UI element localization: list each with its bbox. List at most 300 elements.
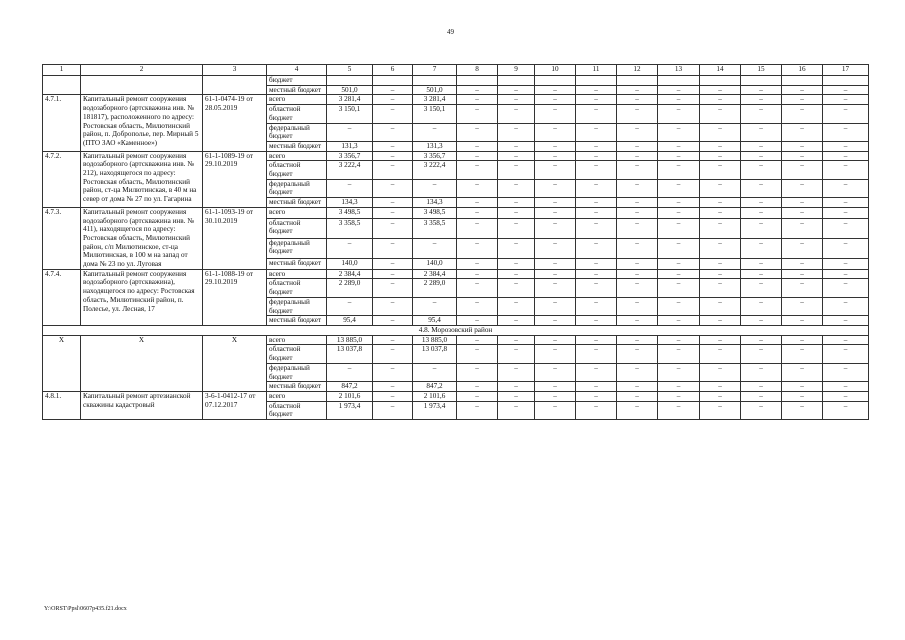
value-cell-col14: – (700, 123, 741, 141)
value-cell-col15: – (741, 198, 782, 208)
value-cell-col14: – (700, 207, 741, 218)
value-cell-col6: – (373, 218, 413, 238)
value-cell-col7: – (413, 363, 457, 381)
value-cell-col17: – (823, 401, 869, 419)
value-cell-col13: – (658, 382, 700, 392)
value-cell-col16: – (782, 207, 823, 218)
value-cell-col17: – (823, 179, 869, 197)
value-cell-col6: – (373, 198, 413, 208)
value-cell-col12: – (617, 238, 658, 258)
value-cell-col12 (617, 76, 658, 86)
value-cell-col16: – (782, 363, 823, 381)
value-cell-col7: 1 973,4 (413, 401, 457, 419)
value-cell-total: 13 885,0 (327, 335, 373, 345)
value-cell-col10: – (535, 207, 576, 218)
value-cell-col17: – (823, 335, 869, 345)
value-cell-col7: 847,2 (413, 382, 457, 392)
value-cell-col14: – (700, 218, 741, 238)
value-cell-col13: – (658, 363, 700, 381)
value-cell-col16: – (782, 401, 823, 419)
value-cell-col13: – (658, 207, 700, 218)
value-cell-col11: – (576, 85, 617, 95)
value-cell-col11: – (576, 345, 617, 363)
value-cell-col9: – (498, 382, 535, 392)
fund-source-cell: местный бюджет (267, 316, 327, 326)
header-row (43, 65, 869, 76)
value-cell-col15: – (741, 207, 782, 218)
fund-source-cell: областной бюджет (267, 218, 327, 238)
value-cell-col8: – (457, 316, 498, 326)
value-cell-col12: – (617, 335, 658, 345)
value-cell-col9: – (498, 259, 535, 270)
value-cell-col15: – (741, 85, 782, 95)
object-name-cell: X (81, 335, 203, 391)
value-cell-col7: 13 885,0 (413, 335, 457, 345)
value-cell-col17: – (823, 95, 869, 105)
value-cell-col7: – (413, 179, 457, 197)
value-cell-col12: – (617, 363, 658, 381)
value-cell-col17: – (823, 316, 869, 326)
item-number-cell: X (43, 335, 81, 391)
value-cell-col15: – (741, 218, 782, 238)
value-cell-col14: – (700, 105, 741, 123)
fund-source-cell: бюджет (267, 76, 327, 86)
fund-source-cell: всего (267, 335, 327, 345)
value-cell-col10: – (535, 141, 576, 151)
value-cell-col8: – (457, 345, 498, 363)
value-cell-col16: – (782, 123, 823, 141)
value-cell-total: – (327, 238, 373, 258)
document-cell: 61-1-1093-19 от 30.10.2019 (203, 207, 267, 269)
value-cell-col17: – (823, 218, 869, 238)
value-cell-col11: – (576, 141, 617, 151)
value-cell-col15: – (741, 179, 782, 197)
value-cell-col11 (576, 76, 617, 86)
object-name-cell: Капитальный ремонт сооружения водозаборного (артскважина инв. № 411), находящегося по адресу: Ростовская область, Милютинский район, с/п Милютинское, ст-ца Милютинская, в 100 м на запад от дома № 23 по ул. Луговая (81, 207, 203, 269)
fund-source-cell: областной бюджет (267, 345, 327, 363)
object-name-cell: Капитальный ремонт сооружения водозаборного (артскважина), находящегося по адресу: Ростовская область, Милютинский район, п. Полесье, ул. Лесная, 17 (81, 269, 203, 325)
value-cell-col15: – (741, 269, 782, 279)
value-cell-col14: – (700, 95, 741, 105)
value-cell-col16: – (782, 198, 823, 208)
fund-source-cell: областной бюджет (267, 105, 327, 123)
value-cell-col7: – (413, 238, 457, 258)
value-cell-col13: – (658, 141, 700, 151)
value-cell-total: 95,4 (327, 316, 373, 326)
value-cell-col17: – (823, 345, 869, 363)
value-cell-col6: – (373, 279, 413, 297)
value-cell-col14: – (700, 238, 741, 258)
value-cell-col16: – (782, 345, 823, 363)
item-number-cell: 4.7.3. (43, 207, 81, 269)
value-cell-col6: – (373, 269, 413, 279)
value-cell-col15: – (741, 123, 782, 141)
value-cell-col7: 3 356,7 (413, 151, 457, 161)
value-cell-col10 (535, 76, 576, 86)
value-cell-col10: – (535, 105, 576, 123)
value-cell-col17: – (823, 297, 869, 315)
value-cell-col17: – (823, 238, 869, 258)
value-cell-col13: – (658, 335, 700, 345)
value-cell-total: 3 498,5 (327, 207, 373, 218)
column-header-14: 14 (700, 65, 741, 76)
value-cell-col17 (823, 76, 869, 86)
value-cell-col12: – (617, 123, 658, 141)
value-cell-total: 13 037,8 (327, 345, 373, 363)
value-cell-col10: – (535, 95, 576, 105)
value-cell-col6: – (373, 95, 413, 105)
value-cell-col14: – (700, 141, 741, 151)
value-cell-col12: – (617, 161, 658, 179)
value-cell-col10: – (535, 198, 576, 208)
number-cell (43, 76, 81, 95)
value-cell-col9: – (498, 218, 535, 238)
fund-source-cell: областной бюджет (267, 401, 327, 419)
fund-source-cell: федеральный бюджет (267, 179, 327, 197)
value-cell-col16: – (782, 335, 823, 345)
value-cell-col8: – (457, 123, 498, 141)
value-cell-col7: 3 281,4 (413, 95, 457, 105)
value-cell-col12: – (617, 401, 658, 419)
value-cell-col7: – (413, 123, 457, 141)
value-cell-col9: – (498, 335, 535, 345)
value-cell-col9: – (498, 85, 535, 95)
value-cell-col6: – (373, 316, 413, 326)
document-cell: 61-1-1088-19 от 29.10.2019 (203, 269, 267, 325)
object-name-cell: Капитальный ремонт сооружения водозаборного (артскважина инв. № 181817), расположенного по адресу: Ростовская область, Милютинский район, п. Доброполье, пер. Мирный 5 (ПТО ЗАО «Каменное») (81, 95, 203, 151)
value-cell-col6: – (373, 345, 413, 363)
table-row (43, 76, 869, 86)
value-cell-col16: – (782, 179, 823, 197)
value-cell-col15: – (741, 95, 782, 105)
fund-source-cell: федеральный бюджет (267, 363, 327, 381)
value-cell-col9: – (498, 279, 535, 297)
value-cell-col17: – (823, 198, 869, 208)
value-cell-col11: – (576, 279, 617, 297)
value-cell-col9: – (498, 207, 535, 218)
fund-source-cell: областной бюджет (267, 279, 327, 297)
value-cell-col10: – (535, 151, 576, 161)
value-cell-col9: – (498, 345, 535, 363)
value-cell-col16: – (782, 161, 823, 179)
value-cell-col15: – (741, 391, 782, 401)
value-cell-col16: – (782, 382, 823, 392)
value-cell-col10: – (535, 391, 576, 401)
value-cell-col6 (373, 76, 413, 86)
value-cell-col10: – (535, 269, 576, 279)
column-header-6: 6 (373, 65, 413, 76)
value-cell-col11: – (576, 218, 617, 238)
value-cell-col9: – (498, 105, 535, 123)
table-row (43, 391, 869, 401)
value-cell-col9: – (498, 401, 535, 419)
value-cell-total: 2 289,0 (327, 279, 373, 297)
document-cell: 61-1-1089-19 от 29.10.2019 (203, 151, 267, 207)
value-cell-total: 140,0 (327, 259, 373, 270)
value-cell-col11: – (576, 297, 617, 315)
value-cell-total: 1 973,4 (327, 401, 373, 419)
value-cell-col10: – (535, 345, 576, 363)
value-cell-total: 847,2 (327, 382, 373, 392)
value-cell-total: 3 281,4 (327, 95, 373, 105)
value-cell-col11: – (576, 316, 617, 326)
fund-source-cell: местный бюджет (267, 382, 327, 392)
value-cell-col17: – (823, 123, 869, 141)
value-cell-col8: – (457, 335, 498, 345)
value-cell-col16: – (782, 238, 823, 258)
value-cell-col9: – (498, 141, 535, 151)
value-cell-col16: – (782, 85, 823, 95)
value-cell-col12: – (617, 269, 658, 279)
value-cell-col11: – (576, 401, 617, 419)
value-cell-col10: – (535, 363, 576, 381)
value-cell-col14: – (700, 179, 741, 197)
value-cell-col12: – (617, 279, 658, 297)
value-cell-col14: – (700, 391, 741, 401)
value-cell-col8: – (457, 401, 498, 419)
value-cell-col6: – (373, 238, 413, 258)
value-cell-col11: – (576, 238, 617, 258)
value-cell-col16: – (782, 279, 823, 297)
value-cell-col9: – (498, 391, 535, 401)
value-cell-col15: – (741, 297, 782, 315)
value-cell-col9 (498, 76, 535, 86)
value-cell-col14: – (700, 161, 741, 179)
table-row (43, 335, 869, 345)
value-cell-col6: – (373, 85, 413, 95)
value-cell-total: 3 358,5 (327, 218, 373, 238)
value-cell-col10: – (535, 382, 576, 392)
value-cell-col7: 2 384,4 (413, 269, 457, 279)
value-cell-col8: – (457, 161, 498, 179)
value-cell-col10: – (535, 238, 576, 258)
value-cell-col12: – (617, 179, 658, 197)
value-cell-col8: – (457, 151, 498, 161)
value-cell-col17: – (823, 161, 869, 179)
value-cell-col7: 2 101,6 (413, 391, 457, 401)
column-header-3: 3 (203, 65, 267, 76)
value-cell-col12: – (617, 259, 658, 270)
column-header-10: 10 (535, 65, 576, 76)
value-cell-col14: – (700, 401, 741, 419)
value-cell-col16: – (782, 218, 823, 238)
value-cell-col11: – (576, 95, 617, 105)
value-cell-col6: – (373, 105, 413, 123)
value-cell-total: 3 150,1 (327, 105, 373, 123)
value-cell-col8 (457, 76, 498, 86)
value-cell-col15: – (741, 401, 782, 419)
page-number: 49 (447, 28, 454, 36)
value-cell-col6: – (373, 179, 413, 197)
value-cell-col7: 3 222,4 (413, 161, 457, 179)
value-cell-col13: – (658, 151, 700, 161)
value-cell-col8: – (457, 198, 498, 208)
value-cell-col9: – (498, 363, 535, 381)
value-cell-col15: – (741, 345, 782, 363)
value-cell-col8: – (457, 95, 498, 105)
fund-source-cell: всего (267, 269, 327, 279)
value-cell-col17: – (823, 85, 869, 95)
column-header-4: 4 (267, 65, 327, 76)
value-cell-col14: – (700, 259, 741, 270)
value-cell-col6: – (373, 297, 413, 315)
value-cell-col7: 131,3 (413, 141, 457, 151)
value-cell-col14: – (700, 363, 741, 381)
value-cell-col9: – (498, 198, 535, 208)
value-cell-col13: – (658, 401, 700, 419)
value-cell-col10: – (535, 161, 576, 179)
section-row (43, 325, 869, 335)
value-cell-col11: – (576, 179, 617, 197)
value-cell-col7: 95,4 (413, 316, 457, 326)
value-cell-col16: – (782, 95, 823, 105)
value-cell-col8: – (457, 279, 498, 297)
value-cell-col15: – (741, 161, 782, 179)
column-header-1: 1 (43, 65, 81, 76)
value-cell-col9: – (498, 238, 535, 258)
value-cell-total: – (327, 363, 373, 381)
value-cell-col16 (782, 76, 823, 86)
value-cell-col17: – (823, 391, 869, 401)
value-cell-col11: – (576, 259, 617, 270)
value-cell-total: 2 384,4 (327, 269, 373, 279)
value-cell-col8: – (457, 238, 498, 258)
value-cell-col16: – (782, 297, 823, 315)
value-cell-col7: 13 037,8 (413, 345, 457, 363)
value-cell-col8: – (457, 105, 498, 123)
value-cell-col12: – (617, 198, 658, 208)
fund-source-cell: местный бюджет (267, 198, 327, 208)
value-cell-col14: – (700, 345, 741, 363)
value-cell-col13: – (658, 259, 700, 270)
value-cell-col8: – (457, 391, 498, 401)
value-cell-col6: – (373, 207, 413, 218)
value-cell-col6: – (373, 401, 413, 419)
value-cell-col16: – (782, 269, 823, 279)
value-cell-total: 501,0 (327, 85, 373, 95)
value-cell-col15: – (741, 363, 782, 381)
value-cell-col13: – (658, 279, 700, 297)
value-cell-col16: – (782, 259, 823, 270)
document-cell (203, 76, 267, 95)
value-cell-total: 3 356,7 (327, 151, 373, 161)
value-cell-col10: – (535, 218, 576, 238)
document-cell: X (203, 335, 267, 391)
fund-source-cell: местный бюджет (267, 85, 327, 95)
value-cell-col14: – (700, 279, 741, 297)
value-cell-col6: – (373, 363, 413, 381)
value-cell-col17: – (823, 382, 869, 392)
value-cell-col11: – (576, 123, 617, 141)
column-header-13: 13 (658, 65, 700, 76)
value-cell-col12: – (617, 151, 658, 161)
value-cell-col8: – (457, 207, 498, 218)
value-cell-col8: – (457, 363, 498, 381)
object-name-cell: Капитальный ремонт сооружения водозаборного (артскважина инв. № 212), находящегося по адресу: Ростовская область, Милютинский район, ст-ца Милютинская, в 40 м на север от дома № 27 по ул. Гагарина (81, 151, 203, 207)
value-cell-col9: – (498, 269, 535, 279)
value-cell-col11: – (576, 105, 617, 123)
value-cell-col13: – (658, 198, 700, 208)
value-cell-col10: – (535, 85, 576, 95)
value-cell-col8: – (457, 85, 498, 95)
value-cell-col12: – (617, 297, 658, 315)
object-name-cell (81, 76, 203, 95)
value-cell-col12: – (617, 218, 658, 238)
value-cell-col7: 2 289,0 (413, 279, 457, 297)
column-header-15: 15 (741, 65, 782, 76)
value-cell-col10: – (535, 401, 576, 419)
item-number-cell: 4.8.1. (43, 391, 81, 419)
value-cell-total: 3 222,4 (327, 161, 373, 179)
item-number-cell: 4.7.1. (43, 95, 81, 151)
value-cell-total: – (327, 297, 373, 315)
value-cell-col9: – (498, 297, 535, 315)
value-cell-col13: – (658, 85, 700, 95)
table-row (43, 269, 869, 279)
fund-source-cell: всего (267, 151, 327, 161)
value-cell-col8: – (457, 382, 498, 392)
value-cell-col15: – (741, 279, 782, 297)
value-cell-col14: – (700, 85, 741, 95)
value-cell-col14: – (700, 382, 741, 392)
fund-source-cell: областной бюджет (267, 161, 327, 179)
value-cell-col13: – (658, 123, 700, 141)
value-cell-col15: – (741, 259, 782, 270)
value-cell-col17: – (823, 151, 869, 161)
value-cell-col9: – (498, 95, 535, 105)
value-cell-col6: – (373, 123, 413, 141)
value-cell-col14: – (700, 269, 741, 279)
footer-path: Y:\ORST\Ppsl\0607p435.f21.docx (44, 606, 127, 612)
value-cell-col15: – (741, 151, 782, 161)
value-cell-col7 (413, 76, 457, 86)
value-cell-col15: – (741, 141, 782, 151)
value-cell-col11: – (576, 363, 617, 381)
value-cell-col13: – (658, 218, 700, 238)
budget-table (42, 64, 869, 420)
value-cell-col14: – (700, 198, 741, 208)
value-cell-col6: – (373, 161, 413, 179)
fund-source-cell: местный бюджет (267, 141, 327, 151)
value-cell-col7: – (413, 297, 457, 315)
item-number-cell: 4.7.2. (43, 151, 81, 207)
value-cell-col9: – (498, 151, 535, 161)
value-cell-col14: – (700, 335, 741, 345)
value-cell-col13: – (658, 391, 700, 401)
value-cell-col12: – (617, 105, 658, 123)
value-cell-col12: – (617, 141, 658, 151)
value-cell-col11: – (576, 198, 617, 208)
column-header-11: 11 (576, 65, 617, 76)
table-row (43, 207, 869, 218)
fund-source-cell: всего (267, 391, 327, 401)
value-cell-col7: 140,0 (413, 259, 457, 270)
value-cell-col11: – (576, 391, 617, 401)
document-cell: 61-1-0474-19 от 28.05.2019 (203, 95, 267, 151)
value-cell-col12: – (617, 316, 658, 326)
value-cell-col9: – (498, 316, 535, 326)
value-cell-col15: – (741, 382, 782, 392)
value-cell-col16: – (782, 391, 823, 401)
column-header-17: 17 (823, 65, 869, 76)
value-cell-col6: – (373, 259, 413, 270)
value-cell-col12: – (617, 382, 658, 392)
value-cell-col6: – (373, 141, 413, 151)
value-cell-col15: – (741, 105, 782, 123)
value-cell-col11: – (576, 151, 617, 161)
value-cell-col6: – (373, 335, 413, 345)
value-cell-col12: – (617, 207, 658, 218)
